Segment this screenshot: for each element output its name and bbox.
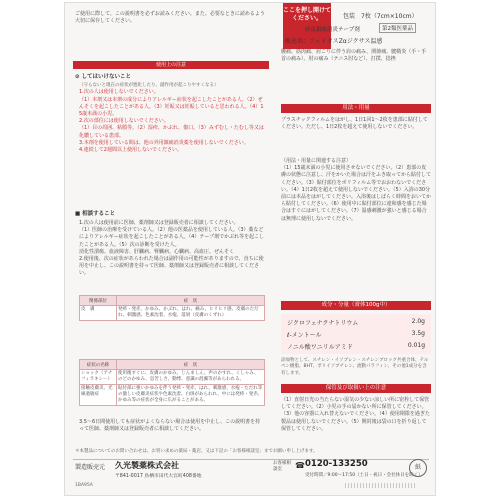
info-icon: ■ [75, 211, 81, 217]
package-back-panel [64, 2, 436, 496]
ingredients-header: 成分・分量（膏体100g中） [281, 301, 431, 310]
maker-address: 〒841-0017 鳥栖市田代大官町408番地 [115, 474, 202, 479]
table-cell: 皮 膚 [80, 306, 117, 321]
ingredient-name: ノニル酸ワニリルアミド [287, 344, 353, 351]
warning-icon: ⊘ [75, 74, 80, 80]
drug-class-badge: 第2類医薬品 [379, 23, 416, 33]
table-row [80, 306, 265, 321]
lot-number: 1BA95A [75, 483, 93, 488]
table-header: 症 状 [117, 296, 265, 306]
maker-label: 製造販売元 [75, 464, 106, 471]
footer-notice: ＊本製品についてのお問い合わせは、お買い求めの薬局・薬店、又は下記の「お客様相談室」までお願い申し上げます。 [75, 449, 318, 454]
brand-name: 販売名：フェイタスZαジクサス温感 [285, 38, 383, 45]
consult-notice: 3.5〜6日間使用しても症状がよくならない場合は使用を中止し、この説明書を持って医師、薬剤師又は登録販売者に相談してください。 [79, 419, 261, 433]
phone-icon: ☎ [295, 461, 305, 470]
product-category: 経皮鎮痛消炎テープ剤 [305, 27, 360, 33]
package-size: 包装 7枚（7cm×10cm） [343, 13, 418, 20]
contact-hours: 受付時間／9:00〜17:50（土日・祝日・会社休日を除く） [305, 473, 423, 478]
dont-subtitle: （守らないと現在の症状が悪化したり、副作用が起こりやすくなる） [79, 83, 219, 88]
ingredients-box [281, 314, 431, 354]
ingredient-name: ℓ-メントール [287, 332, 322, 339]
table-row [80, 370, 265, 385]
press-open-tab[interactable]: ここを押し開けてください。 [283, 3, 331, 49]
maker-name: 久光製薬株式会社 [115, 461, 179, 470]
dose-caution-body: （用法・用量に関連する注意） （1）15歳未満の小児に使用させないでください。（2）患部の皮膚の状態に注意し、汗をかいた場合は汗をふき取ってから貼付してください。（3）貼付部位をポリフィルム等でおおわないでください。（4）1日2枚を超えて使用しないでください。（5）入浴の30分前には本品をはがしてください。入浴後はしばらく時間をおいてから貼付してください。（6）使用中に貼付部位に違和感を感じた場合はすぐにはがしてください。（7）温感刺激が強いと感じる場合は無理に使用しないでください。 [281, 158, 432, 222]
table-header: 症状の名称 [80, 360, 117, 370]
ingredient-amount: 2.0g [411, 318, 425, 325]
dose-header: 用法・用量 [281, 104, 431, 113]
table-cell: 発疹・発赤、かゆみ、かぶれ、はれ、痛み、ヒリヒリ感、皮膚のただれ、刺激感、色素沈着、水疱、落屑（皮膚のくずれ） [117, 306, 265, 321]
dont-section-title: ⊘ してはいけないこと [75, 74, 132, 80]
contact-phone: 0120-133250 [305, 459, 368, 469]
dont-section [79, 83, 265, 154]
dose-body: プラスチックフィルムをはがし、1日1回1〜2枚を患部に貼付してください。ただし、1日2枚を超えて使用しないでください。 [281, 117, 428, 131]
table-cell: 貼付部に強いかゆみを伴う発疹・発赤、はれ、刺激感、水疱・ただれ等の激しい皮膚炎症状や色素沈着、白斑があらわれ、中には発疹・発赤、かゆみ等の症状が全身に広がることがある。 [117, 385, 265, 406]
intro-text: ご使用に際して、この説明書を必ずお読みください。また、必要なときに読めるよう大切に保存してください。 [75, 11, 265, 25]
table-row [80, 385, 265, 406]
paper-recycle-mark: 紙 [409, 459, 427, 477]
ingredient-amount: 3.5g [411, 330, 425, 337]
table-cell: 使用後すぐに、皮膚のかゆみ、じんましん、声のかすれ、くしゃみ、のどのかゆみ、息苦しさ、動悸、意識の混濁等があらわれる。 [117, 370, 265, 385]
contact-label: お客様相談室 [273, 461, 291, 472]
table-cell: 接触皮膚炎、光線過敏症 [80, 385, 117, 406]
consult-body: 1.次の人は使用前に医師、薬剤師又は登録販売者に相談してください。 （1）医師の治療を受けている人。（2）他の医薬品を使用している人。（3）薬などによりアレルギー症状を起こしたことがある人。（4）テープ剤でかぶれ等を起こしたことがある人。（5）次の診断を受けた人。 消化性潰瘍、血液障害、肝臓病、腎臓病、心臓病、高血圧、ぜんそく 2.使用後、次の症状があらわれた場合は副作用の可能性がありますので、直ちに使用を中止し、この説明書を持って医師、薬剤師又は登録販売者に相談してください。 [79, 220, 265, 277]
table-header: 症 状 [117, 360, 265, 370]
storage-body: （1）直射日光の当たらない湿気の少ない涼しい所に密栓して保管してください。（2）小児の手の届かない所に保管してください。（3）他の容器に入れ替えないでください。（4）使用期限を過ぎた製品は使用しないでください。（5）開封後は袋の口を折り返して保管してください。 [281, 397, 430, 432]
ingredient-name: ジクロフェナクナトリウム [287, 320, 359, 327]
effect-body: 腰痛、筋肉痛、肩こりに伴う肩の痛み、関節痛、腱鞘炎（手・手首の痛み）、肘の痛み（テニス肘など）、打撲、捻挫 [281, 49, 427, 63]
additives-text: 添加物として、スチレン・イソプレン・スチレンブロック共重合体、テルペン樹脂、BHT、ポリイソブチレン、流動パラフィン、その他1成分を含有します。 [281, 358, 429, 376]
symptom-table-severe [79, 359, 265, 406]
usage-cautions-header: 使用上の注意 [73, 61, 269, 69]
barcode [345, 483, 415, 488]
dont-body: 1.次の人は使用しないでください。 （1）本剤又は本剤の成分によりアレルギー症状を起こしたことがある人。（2）ぜんそくを起こしたことがある人。（3）妊娠又は妊娠していると思われる人。（4）15歳未満の小児。 2.次の部位には使用しないでください。 （1）目の周囲、粘膜等。（2）湿疹、かぶれ、傷口。（3）みずむし・たむし等又は化膿している患部。 3.本剤を使用している間は、他の外用鎮痛消炎薬を使用しないでください。 4.連続して2週間以上使用しないでください。 [79, 89, 264, 154]
symptom-table-skin [79, 295, 265, 321]
table-cell: ショック（アナフィラキシー） [80, 370, 117, 385]
ingredient-amount: 0.01g [407, 342, 425, 349]
table-header: 関係部位 [80, 296, 117, 306]
consult-section-title: ■ 相談すること [75, 211, 116, 217]
storage-header: 保管及び取扱い上の注意 [281, 384, 431, 393]
